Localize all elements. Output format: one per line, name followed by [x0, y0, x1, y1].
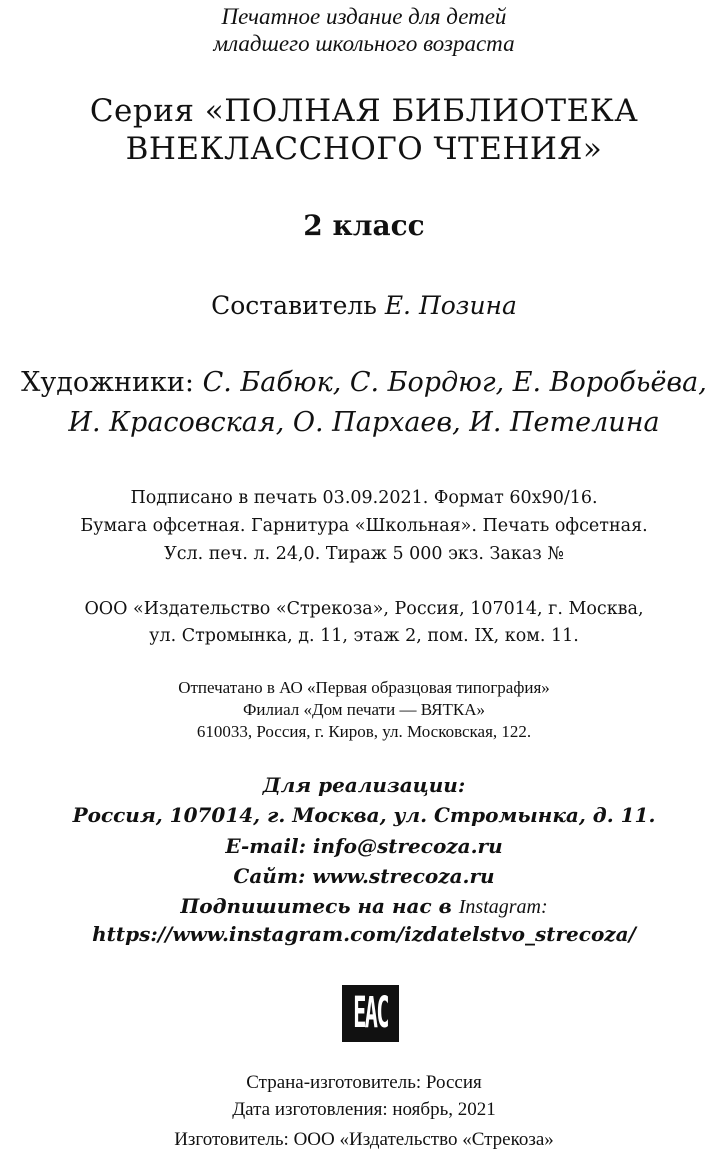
eac-mark-icon — [342, 985, 399, 1042]
artists-line-1 — [0, 367, 728, 398]
eac-mark-text: EAC — [353, 988, 388, 1039]
printer-line-3: 610033, Россия, г. Киров, ул. Московская, 122. — [196, 722, 532, 741]
sales-address: Россия, 107014, г. Москва, ул. Стромынка, д. 11. — [72, 803, 656, 827]
artists-label: Художники: — [21, 367, 194, 398]
artists-line-2: И. Красовская, О. Пархаев, И. Петелина — [68, 407, 660, 438]
audience-line-1: Печатное издание для детей — [221, 4, 507, 29]
series-title-line-1: Серия «ПОЛНАЯ БИБЛИОТЕКА — [89, 93, 639, 129]
artists-names-1: С. Бабюк, С. Бордюг, Е. Воробьёва, — [202, 367, 707, 398]
subscribe-text: Подпишитесь на нас в — [180, 894, 452, 918]
publisher-line-2: ул. Стромынка, д. 11, этаж 2, пом. IX, ком. 11. — [149, 626, 579, 646]
print-info-1: Подписано в печать 03.09.2021. Формат 60х90/16. — [130, 488, 598, 508]
printer-line-2: Филиал «Дом печати — ВЯТКА» — [242, 700, 486, 719]
publisher-line-1: ООО «Издательство «Стрекоза», Россия, 107014, г. Москва, — [84, 599, 644, 619]
footer-country: Страна-изготовитель: Россия — [246, 1072, 482, 1093]
sales-title: Для реализации: — [262, 773, 466, 797]
print-info-3: Усл. печ. л. 24,0. Тираж 5 000 экз. Заказ № — [164, 544, 564, 564]
sales-email: E-mail: info@strecoza.ru — [225, 834, 503, 858]
sales-site: Сайт: www.strecoza.ru — [233, 864, 495, 888]
instagram-url: https://www.instagram.com/izdatelstvo_strecoza/ — [92, 922, 636, 946]
compiler-name: Е. Позина — [384, 291, 517, 320]
grade: 2 класс — [303, 209, 425, 242]
series-title-line-2: ВНЕКЛАССНОГО ЧТЕНИЯ» — [125, 131, 603, 167]
footer-date: Дата изготовления: ноябрь, 2021 — [232, 1099, 496, 1120]
printer-line-1: Отпечатано в АО «Первая образцовая типография» — [178, 678, 550, 697]
compiler — [0, 291, 728, 320]
sales-subscribe — [0, 894, 728, 919]
print-info-2: Бумага офсетная. Гарнитура «Школьная». Печать офсетная. — [80, 516, 648, 536]
audience-line-2: младшего школьного возраста — [213, 31, 515, 56]
compiler-label: Составитель — [211, 291, 377, 320]
instagram-logo: Instagram: — [458, 896, 548, 918]
footer-manufacturer: Изготовитель: ООО «Издательство «Стрекоза» — [174, 1129, 554, 1150]
